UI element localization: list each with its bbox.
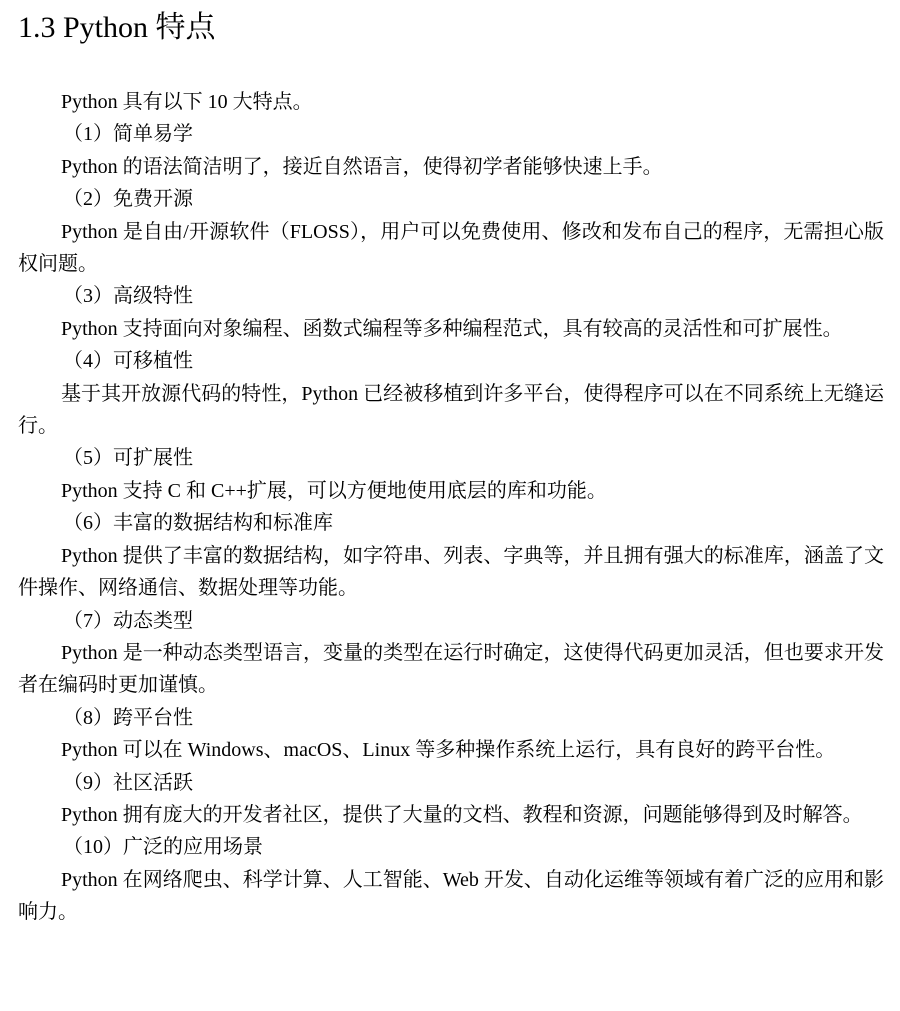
- section-body: [18, 86, 884, 929]
- feature-description: Python 提供了丰富的数据结构，如字符串、列表、字典等，并且拥有强大的标准库，涵盖了文件操作、网络通信、数据处理等功能。: [18, 544, 884, 600]
- feature-title: （3）高级特性: [63, 285, 193, 308]
- feature-title: （9）社区活跃: [63, 771, 193, 794]
- feature-description: Python 支持面向对象编程、函数式编程等多种编程范式，具有较高的灵活性和可扩展性。: [61, 317, 843, 340]
- feature-title: （7）动态类型: [63, 609, 193, 632]
- feature-title: （1）简单易学: [63, 123, 193, 146]
- feature-title: （8）跨平台性: [63, 706, 193, 729]
- feature-description: Python 在网络爬虫、科学计算、人工智能、Web 开发、自动化运维等领域有着广泛的应用和影响力。: [18, 868, 884, 924]
- section-heading: 1.3 Python 特点: [18, 11, 216, 44]
- feature-description: Python 是一种动态类型语言，变量的类型在运行时确定，这使得代码更加灵活，但也要求开发者在编码时更加谨慎。: [18, 641, 884, 697]
- feature-title: （4）可移植性: [63, 350, 193, 373]
- feature-title: （2）免费开源: [63, 188, 193, 211]
- feature-title: （10）广泛的应用场景: [63, 836, 263, 859]
- feature-description: Python 是自由/开源软件（FLOSS），用户可以免费使用、修改和发布自己的程序，无需担心版权问题。: [18, 220, 884, 276]
- feature-description: Python 拥有庞大的开发者社区，提供了大量的文档、教程和资源，问题能够得到及时解答。: [61, 803, 863, 826]
- feature-description: 基于其开放源代码的特性，Python 已经被移植到许多平台，使得程序可以在不同系统上无缝运行。: [18, 382, 884, 438]
- feature-description: Python 的语法简洁明了，接近自然语言，使得初学者能够快速上手。: [61, 155, 663, 178]
- intro-paragraph: Python 具有以下 10 大特点。: [61, 91, 313, 113]
- feature-description: Python 可以在 Windows、macOS、Linux 等多种操作系统上运行，具有良好的跨平台性。: [61, 739, 836, 762]
- feature-title: （6）丰富的数据结构和标准库: [63, 512, 333, 535]
- feature-title: （5）可扩展性: [63, 447, 193, 470]
- feature-description: Python 支持 C 和 C++扩展，可以方便地使用底层的库和功能。: [61, 479, 607, 502]
